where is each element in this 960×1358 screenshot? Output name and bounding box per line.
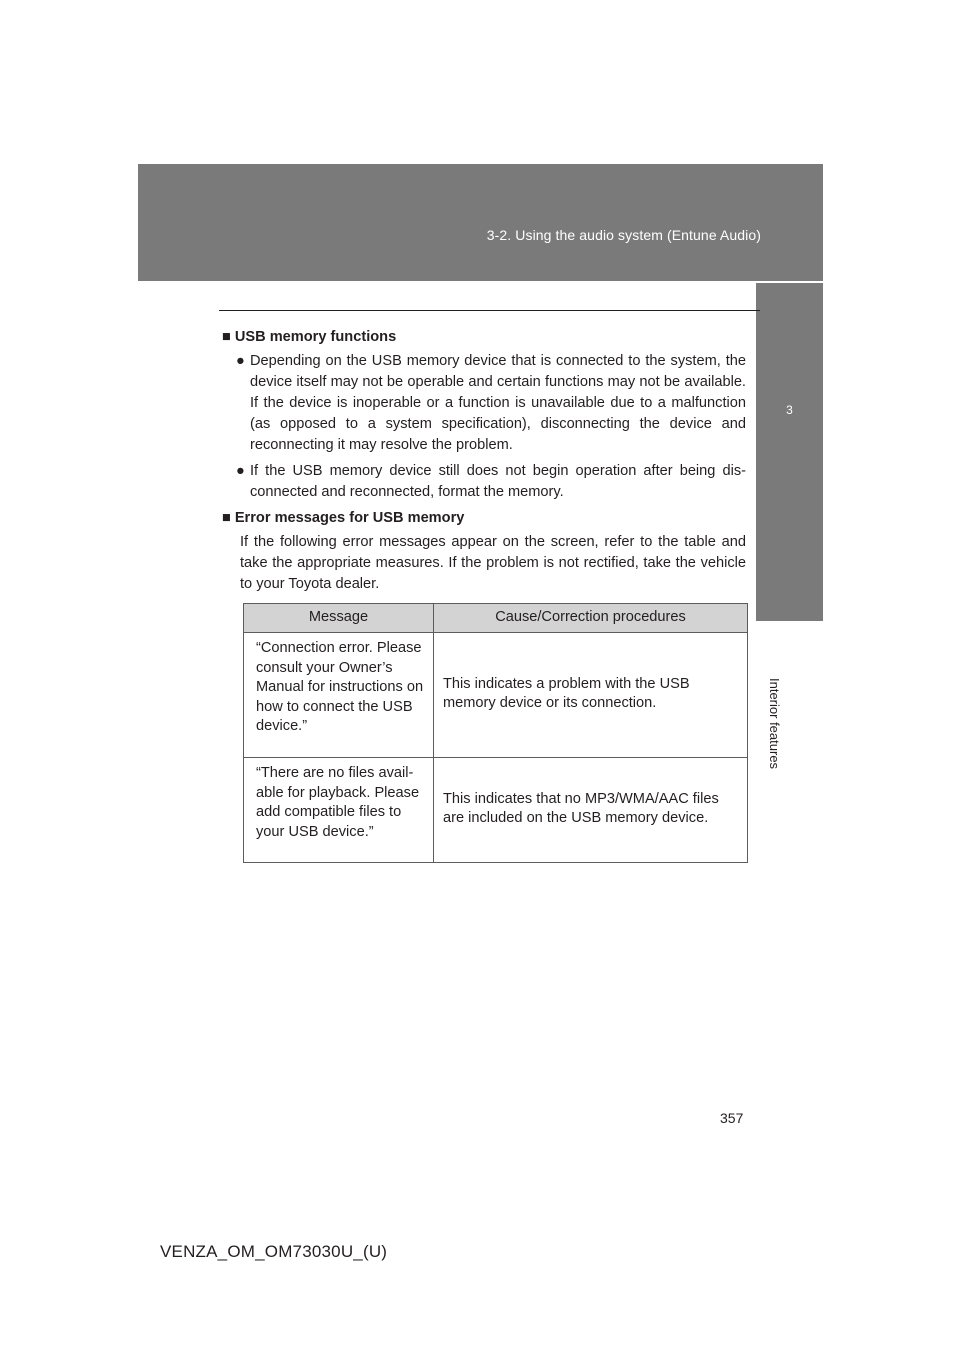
cause-cell: This indicates a problem with the USB memory device or its connection.: [434, 633, 748, 758]
chapter-tab: [756, 283, 823, 621]
square-bullet-icon: ■: [222, 510, 231, 526]
bullet-text: Depending on the USB memory device that is connected to the system, the device itself may not be operable and certain functions may not be available. If the device is inoperable or a function is unavailable due to a malfunction (as opposed to a system specification), disconnecting the device and reconnecting it may resolve the problem.: [250, 353, 746, 453]
circle-bullet-icon: ●: [236, 353, 245, 369]
table-header-row: [244, 604, 748, 633]
chapter-label-container: [754, 624, 824, 784]
error-message-table: [243, 603, 748, 863]
circle-bullet-icon: ●: [236, 463, 245, 479]
message-cell: “There are no files available for playback. Please add compatible files to your USB device.”: [244, 758, 434, 863]
table-row: [244, 758, 748, 863]
bullet-text: If the USB memory device still does not begin operation after being disconnected and reconnected, format the memory.: [250, 463, 746, 500]
column-header-cause: Cause/Correction procedures: [434, 604, 748, 633]
error-messages-intro: If the following error messages appear on the screen, refer to the table and take the appropriate measures. If the problem is not rectified, take the vehicle to your Toyota dealer.: [240, 534, 746, 592]
document-code: VENZA_OM_OM73030U_(U): [160, 1242, 388, 1261]
chapter-label: Interior features: [767, 678, 782, 770]
bullet-item: [222, 351, 746, 456]
square-bullet-icon: ■: [222, 329, 231, 345]
cause-cell: This indicates that no MP3/WMA/AAC files are included on the USB memory device.: [434, 758, 748, 863]
section-divider: [219, 310, 760, 311]
usb-functions-heading-text: USB memory functions: [234, 329, 397, 345]
header-band: [138, 164, 823, 281]
table-row: [244, 633, 748, 758]
error-messages-heading-text: Error messages for USB memory: [234, 510, 465, 526]
chapter-number: 3: [786, 403, 793, 417]
usb-functions-heading: [222, 327, 746, 348]
bullet-item: [222, 461, 746, 503]
section-title: 3-2. Using the audio system (Entune Audio): [486, 227, 761, 243]
page-content: [222, 327, 746, 595]
error-messages-heading: [222, 508, 746, 529]
column-header-message: Message: [244, 604, 434, 633]
message-cell: “Connection error. Please consult your Owner’s Manual for instructions on how to connect the USB device.”: [244, 633, 434, 758]
page-number: 357: [720, 1110, 744, 1126]
